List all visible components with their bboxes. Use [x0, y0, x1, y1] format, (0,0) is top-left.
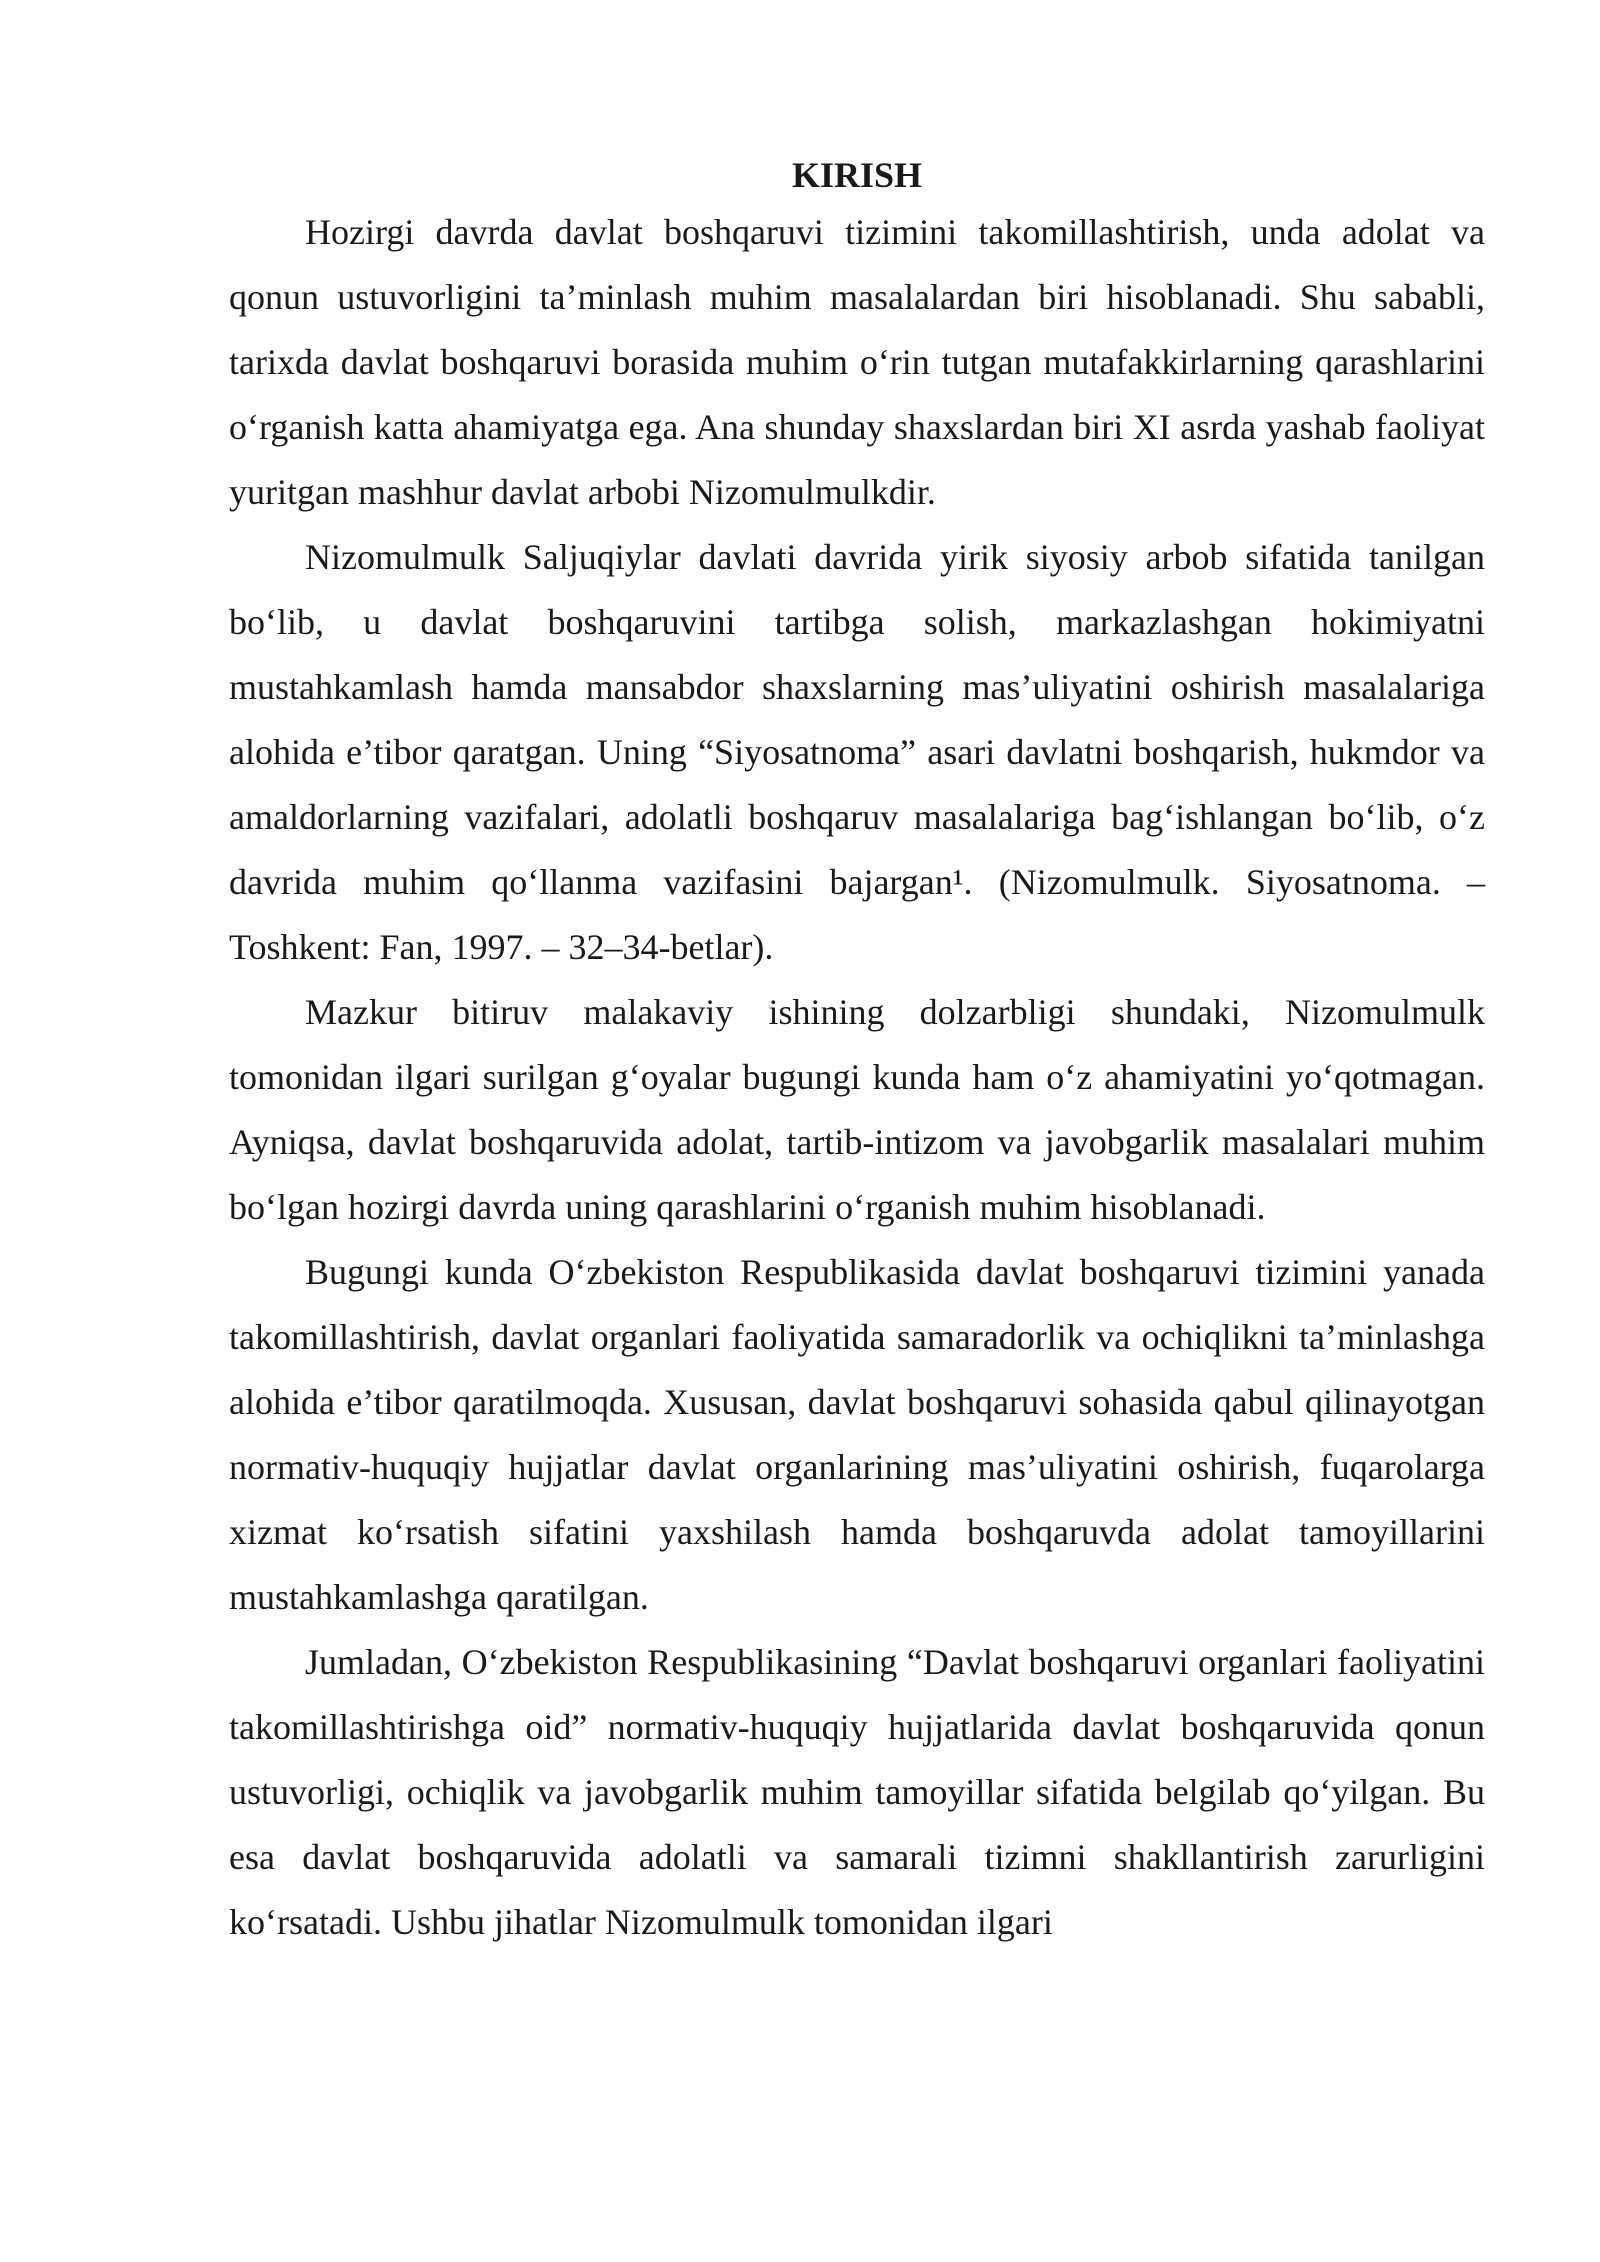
document-body	[229, 150, 1485, 1955]
paragraph: Mazkur bitiruv malakaviy ishining dolzarbligi shundaki, Nizomulmulk tomonidan ilgari surilgan g‘oyalar bugungi kunda ham o‘z ahamiyatini yo‘qotmagan. Ayniqsa, davlat boshqaruvida adolat, tartib-intizom va javobgarlik masalalari muhim bo‘lgan hozirgi davrda uning qarashlarini o‘rganish muhim hisoblanadi.	[229, 992, 1485, 1227]
paragraph: Hozirgi davrda davlat boshqaruvi tizimini takomillashtirish, unda adolat va qonun ustuvorligini ta’minlash muhim masalalardan biri hisoblanadi. Shu sababli, tarixda davlat boshqaruvi borasida muhim o‘rin tutgan mutafakkirlarning qarashlarini o‘rganish katta ahamiyatga ega. Ana shunday shaxslardan biri XI asrda yashab faoliyat yuritgan mashhur davlat arbobi Nizomulmulkdir.	[229, 212, 1485, 512]
paragraph: Nizomulmulk Saljuqiylar davlati davrida yirik siyosiy arbob sifatida tanilgan bo‘lib, u davlat boshqaruvini tartibga solish, markazlashgan hokimiyatni mustahkamlash hamda mansabdor shaxslarning mas’uliyatini oshirish masalalariga alohida e’tibor qaratgan. Uning “Siyosatnoma” asari davlatni boshqarish, hukmdor va amaldorlarning vazifalari, adolatli boshqaruv masalalariga bag‘ishlangan bo‘lib, o‘z davrida muhim qo‘llanma vazifasini bajargan¹. (Nizomulmulk. Siyosatnoma. – Toshkent: Fan, 1997. – 32–34-betlar).	[229, 537, 1485, 967]
paragraph: Bugungi kunda O‘zbekiston Respublikasida davlat boshqaruvi tizimini yanada takomillashtirish, davlat organlari faoliyatida samaradorlik va ochiqlikni ta’minlashga alohida e’tibor qaratilmoqda. Xususan, davlat boshqaruvi sohasida qabul qilinayotgan normativ-huquqiy hujjatlar davlat organlarining mas’uliyatini oshirish, fuqarolarga xizmat ko‘rsatish sifatini yaxshilash hamda boshqaruvda adolat tamoyillarini mustahkamlashga qaratilgan.	[229, 1252, 1485, 1617]
section-title: KIRISH	[791, 155, 923, 195]
paragraph: Jumladan, O‘zbekiston Respublikasining “Davlat boshqaruvi organlari faoliyatini takomillashtirishga oid” normativ-huquqiy hujjatlarida davlat boshqaruvida qonun ustuvorligi, ochiqlik va javobgarlik muhim tamoyillar sifatida belgilab qo‘yilgan. Bu esa davlat boshqaruvida adolatli va samarali tizimni shakllantirish zarurligini ko‘rsatadi. Ushbu jihatlar Nizomulmulk tomonidan ilgari	[229, 1642, 1485, 1942]
